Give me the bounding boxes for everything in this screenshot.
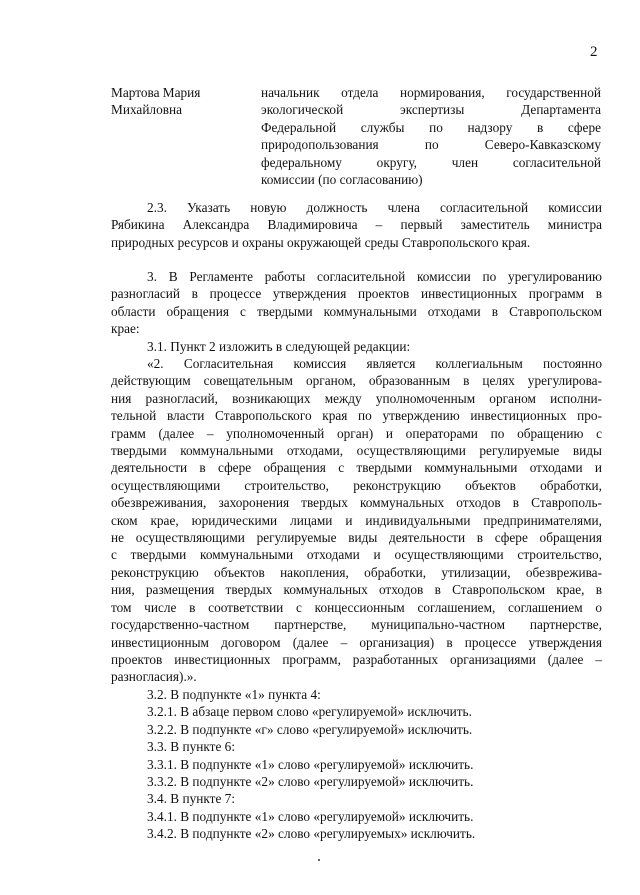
paragraph-line: крае: xyxy=(111,321,140,337)
amendment-item: 3.4.2. В подпункте «2» слово «регулируемых» исключить. xyxy=(147,826,476,842)
page-number: 2 xyxy=(590,44,598,60)
quote-line: реконструкцию объектов накопления, обработки, утилизации, обезврежива- xyxy=(111,564,602,580)
quote-line: тельной власти Ставропольского края по утверждению инвестиционных про- xyxy=(111,408,602,424)
quote-line: не осуществляющими регулируемые виды деятельности в сфере обращения xyxy=(111,530,602,546)
amendment-item: 3.3.1. В подпункте «1» слово «регулируемой» исключить. xyxy=(147,756,474,772)
role-line: комиссии (по согласованию) xyxy=(261,172,423,188)
amendment-item: 3.2.1. В абзаце первом слово «регулируемой» исключить. xyxy=(147,704,472,720)
role-line: федеральному округу, член согласительной xyxy=(261,154,601,170)
paragraph-line: разногласий в процессе утверждения проектов инвестиционных программ в xyxy=(111,286,602,302)
paragraph-line: 2.3. Указать новую должность члена согласительной комиссии xyxy=(147,200,602,215)
amendment-item: 3.4.1. В подпункте «1» слово «регулируемой» исключить. xyxy=(147,808,474,824)
paragraph-line: Рябикина Александра Владимировича – первый заместитель министра xyxy=(111,217,602,233)
role-line: природопользования по Северо-Кавказскому xyxy=(261,137,601,153)
amendment-list xyxy=(111,686,602,843)
paragraph-line: 3.1. Пункт 2 изложить в следующей редакции: xyxy=(147,339,411,354)
quote-line: с твердыми коммунальными отходами и осуществляющими строительство, xyxy=(111,547,602,563)
paragraph-line: 3. В Регламенте работы согласительной комиссии по урегулированию xyxy=(147,269,602,284)
member-role xyxy=(261,84,601,188)
quote-line: государственно-частном партнерстве, муниципально-частном партнерстве, xyxy=(111,617,602,633)
quote-line: твердыми коммунальными отходами, осуществляющими регулируемые виды xyxy=(111,443,602,459)
role-line: Федеральной службы по надзору в сфере xyxy=(261,119,601,135)
quote-line: «2. Согласительная комиссия является коллегиальным постоянно xyxy=(147,356,602,371)
member-name-line: Мартова Мария xyxy=(111,85,201,100)
paragraph-2-3 xyxy=(111,199,602,251)
amendment-item: 3.3. В пункте 6: xyxy=(147,739,236,755)
paragraph-3 xyxy=(111,268,602,338)
member-name-line: Михайловна xyxy=(111,102,183,118)
quote-line: ском крае, юридическими лицами и индивидуальными предпринимателями, xyxy=(111,512,602,528)
amendment-item: 3.2.2. В подпункте «г» слово «регулируемой» исключить. xyxy=(147,721,473,737)
scan-speck xyxy=(318,859,320,861)
quote-line: разногласия).». xyxy=(111,669,197,685)
quote-line: ния разногласий, возникающих между уполномоченным органом исполни- xyxy=(111,390,602,406)
paragraph-3-1 xyxy=(111,338,602,355)
member-name xyxy=(111,84,251,119)
paragraph-line: природных ресурсов и охраны окружающей среды Ставропольского края. xyxy=(111,234,531,250)
quote-line: ния, размещения твердых коммунальных отходов в Ставропольском крае, в xyxy=(111,582,602,598)
quote-line: осуществляющими строительство, реконструкцию объектов обработки, xyxy=(111,477,602,493)
amendment-item: 3.3.2. В подпункте «2» слово «регулируемой» исключить. xyxy=(147,774,474,790)
amendment-item: 3.2. В подпункте «1» пункта 4: xyxy=(147,687,321,702)
role-line: начальник отдела нормирования, государственной xyxy=(261,85,601,100)
quote-line: деятельности в сфере обращения с твердыми коммунальными отходами и xyxy=(111,460,602,476)
amendment-item: 3.4. В пункте 7: xyxy=(147,791,236,807)
quote-line: действующим совещательным органом, образованным в целях урегулирова- xyxy=(111,373,602,389)
quote-line: обезвреживания, захоронения твердых коммунальных отходов в Ставрополь- xyxy=(111,495,602,511)
quote-line: инвестиционным договором (далее – организация) в процессе утверждения xyxy=(111,634,602,650)
quote-line: грамм (далее – уполномоченный орган) и операторами по обращению с xyxy=(111,425,602,441)
role-line: экологической экспертизы Департамента xyxy=(261,102,601,118)
quoted-text xyxy=(111,355,602,686)
quote-line: проектов инвестиционных программ, разработанных организациями (далее – xyxy=(111,651,602,667)
paragraph-line: области обращения с твердыми коммунальными отходами в Ставропольском xyxy=(111,303,602,319)
quote-line: том числе в соответствии с концессионным соглашением, соглашением о xyxy=(111,599,602,615)
